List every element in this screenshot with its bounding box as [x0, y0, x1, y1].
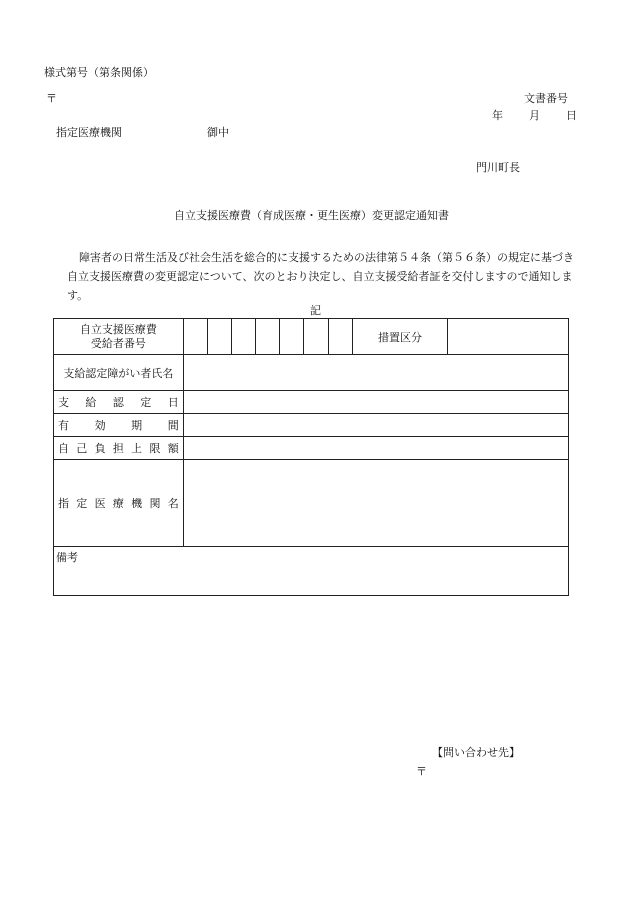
measure-category-value[interactable] — [448, 319, 569, 355]
recipient-number-digit[interactable] — [256, 319, 280, 355]
postal-mark: 〒 — [46, 92, 57, 105]
copay-limit-label: 自己負担上限額 — [54, 437, 184, 460]
addressee: 指定医療機関 — [56, 126, 122, 139]
issue-date — [492, 110, 577, 121]
copay-limit-value[interactable] — [183, 437, 568, 460]
measure-category-label: 措置区分 — [352, 319, 448, 355]
recipient-number-digit[interactable] — [183, 319, 207, 355]
valid-period-label: 有効期間 — [54, 414, 184, 437]
certification-table — [53, 318, 569, 596]
recipient-number-label — [54, 319, 184, 355]
recipient-number-digit[interactable] — [207, 319, 231, 355]
certification-date-value[interactable] — [183, 391, 568, 414]
recipient-number-label-line1: 自立支援医療費 — [79, 322, 157, 336]
document-number-label: 文書番号 — [524, 92, 568, 105]
date-year: 年 — [492, 109, 503, 122]
certification-date-label: 支給認定日 — [54, 391, 184, 414]
contact-label: 【問い合わせ先】 — [432, 746, 520, 759]
form-number: 様式第号（第条関係） — [44, 66, 154, 79]
contact-postal-mark: 〒 — [416, 765, 427, 778]
ki-mark: 記 — [310, 304, 321, 317]
date-month: 月 — [529, 109, 540, 122]
document-title: 自立支援医療費（育成医療・更生医療）変更認定通知書 — [174, 209, 449, 222]
body-text: 障害者の日常生活及び社会生活を総合的に支援するための法律第５４条（第５６条）の規定に基づき自立支援医療費の変更認定について、次のとおり決定し、自立支援受給者証を交付しますので通知します。 — [67, 251, 574, 302]
recipient-number-digit[interactable] — [232, 319, 256, 355]
patient-name-label: 支給認定障がい者氏名 — [54, 355, 184, 391]
date-day: 日 — [566, 109, 577, 122]
institution-name-label: 指定医療機関名 — [54, 460, 184, 547]
institution-name-value[interactable] — [183, 460, 568, 547]
remarks-label: 備考 — [56, 551, 78, 564]
issuer: 門川町長 — [476, 161, 520, 174]
patient-name-value[interactable] — [183, 355, 568, 391]
valid-period-value[interactable] — [183, 414, 568, 437]
recipient-number-label-line2: 受給者番号 — [90, 336, 146, 350]
honorific: 御中 — [207, 126, 229, 139]
remarks-box[interactable] — [54, 547, 569, 596]
recipient-number-digit[interactable] — [280, 319, 304, 355]
recipient-number-digit[interactable] — [328, 319, 352, 355]
recipient-number-digit[interactable] — [304, 319, 328, 355]
